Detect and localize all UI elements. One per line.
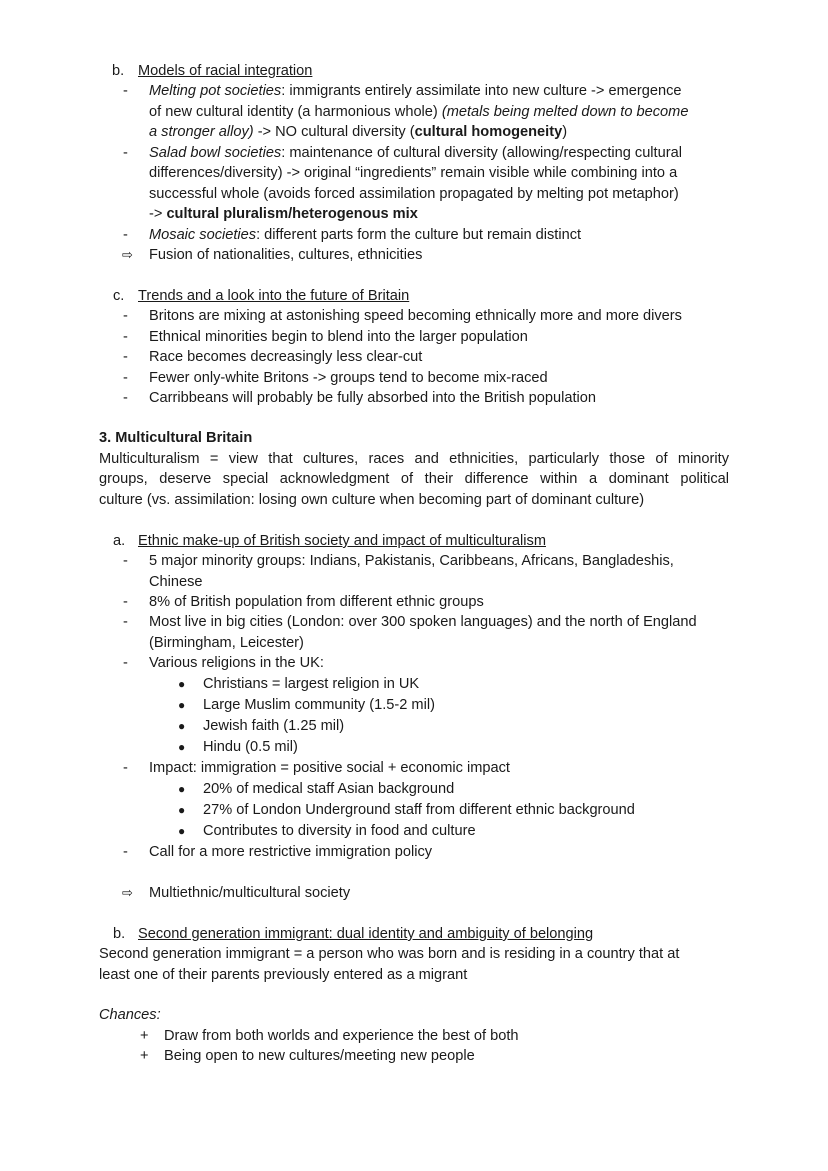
models-conclusion: Fusion of nationalities, cultures, ethnicities [149,247,423,263]
definition-line-3: culture (vs. assimilation: losing own culture when becoming part of dominant culture) [99,492,645,508]
list-item: Carribbeans will probably be fully absorbed into the British population [149,390,596,406]
cities-line-2: (Birmingham, Leicester) [149,635,304,651]
melting-pot-line-2: of new cultural identity (a harmonious whole) (metals being melted down to become [149,104,689,120]
groups-line-2: Chinese [149,574,203,590]
salad-bowl-line-4: -> cultural pluralism/heterogenous mix [149,206,418,222]
bullet-icon: ● [178,740,186,754]
salad-bowl-line-3: successful whole (avoids forced assimilation propagated by melting pot metaphor) [149,186,679,202]
list-dash: - [123,227,128,243]
list-dash: - [123,844,128,860]
list-dash: - [123,308,128,324]
plus-icon: + [140,1028,149,1044]
melting-pot-line-1: Melting pot societies: immigrants entirely assimilate into new culture -> emergence [149,83,682,99]
section-heading-multicultural: 3. Multicultural Britain [99,430,253,446]
list-item: Ethnical minorities begin to blend into the larger population [149,329,528,345]
section-heading-models: Models of racial integration [138,63,313,79]
list-item: Fewer only-white Britons -> groups tend to become mix-raced [149,370,548,386]
ethnic-conclusion: Multiethnic/multicultural society [149,885,351,901]
bullet-icon: ● [178,719,186,733]
bullet-icon: ● [178,824,186,838]
list-item: 20% of medical staff Asian background [203,781,455,797]
list-item: Being open to new cultures/meeting new people [164,1048,475,1064]
list-item: 27% of London Underground staff from different ethnic background [203,802,635,818]
salad-bowl-line-1: Salad bowl societies: maintenance of cultural diversity (allowing/respecting cultural [149,145,682,161]
impact-label: Impact: immigration = positive social + economic impact [149,760,510,776]
list-dash: - [123,614,128,630]
arrow-icon: ⇨ [122,885,133,900]
list-dash: - [123,349,128,365]
melting-pot-line-3: a stronger alloy) -> NO cultural diversity (cultural homogeneity) [149,124,568,140]
definition-line-2: groups, deserve special acknowledgment of their difference within a dominant political [99,471,729,487]
section-heading-second-generation: Second generation immigrant: dual identity and ambiguity of belonging [138,926,594,942]
list-item: Jewish faith (1.25 mil) [203,718,345,734]
list-item: Britons are mixing at astonishing speed becoming ethnically more and more divers [149,308,682,324]
percent-line: 8% of British population from different ethnic groups [149,594,484,610]
list-item: Draw from both worlds and experience the best of both [164,1028,519,1044]
policy-line: Call for a more restrictive immigration policy [149,844,433,860]
chances-label: Chances: [99,1007,161,1023]
list-dash: - [123,83,128,99]
groups-line-1: 5 major minority groups: Indians, Pakistanis, Caribbeans, Africans, Bangladeshis, [149,553,674,569]
section-marker: a. [113,533,126,549]
salad-bowl-line-2: differences/diversity) -> original “ingredients” remain visible while combining into a [149,165,678,181]
second-gen-def-line-2: least one of their parents previously entered as a migrant [99,967,468,983]
religions-label: Various religions in the UK: [149,655,324,671]
list-item: Christians = largest religion in UK [203,676,420,692]
bullet-icon: ● [178,782,186,796]
list-item: Large Muslim community (1.5-2 mil) [203,697,435,713]
cities-line-1: Most live in big cities (London: over 300 spoken languages) and the north of England [149,614,697,630]
list-item: Contributes to diversity in food and culture [203,823,476,839]
list-item: Race becomes decreasingly less clear-cut [149,349,423,365]
list-dash: - [123,594,128,610]
list-dash: - [123,553,128,569]
list-dash: - [123,329,128,345]
section-marker: c. [113,288,125,304]
list-dash: - [123,760,128,776]
list-dash: - [123,390,128,406]
section-marker: b. [112,63,125,79]
arrow-icon: ⇨ [122,247,133,262]
list-dash: - [123,145,128,161]
bullet-icon: ● [178,803,186,817]
list-item: Hindu (0.5 mil) [203,739,298,755]
bullet-icon: ● [178,698,186,712]
section-marker: b. [113,926,126,942]
section-heading-trends: Trends and a look into the future of Britain [138,288,410,304]
bullet-icon: ● [178,677,186,691]
list-dash: - [123,370,128,386]
definition-line-1: Multiculturalism = view that cultures, races and ethnicities, particularly those of minority [99,451,729,467]
list-dash: - [123,655,128,671]
second-gen-def-line-1: Second generation immigrant = a person who was born and is residing in a country that at [99,946,680,962]
plus-icon: + [140,1048,149,1064]
mosaic-line: Mosaic societies: different parts form the culture but remain distinct [149,227,582,243]
section-heading-ethnic: Ethnic make-up of British society and impact of multiculturalism [138,533,546,549]
